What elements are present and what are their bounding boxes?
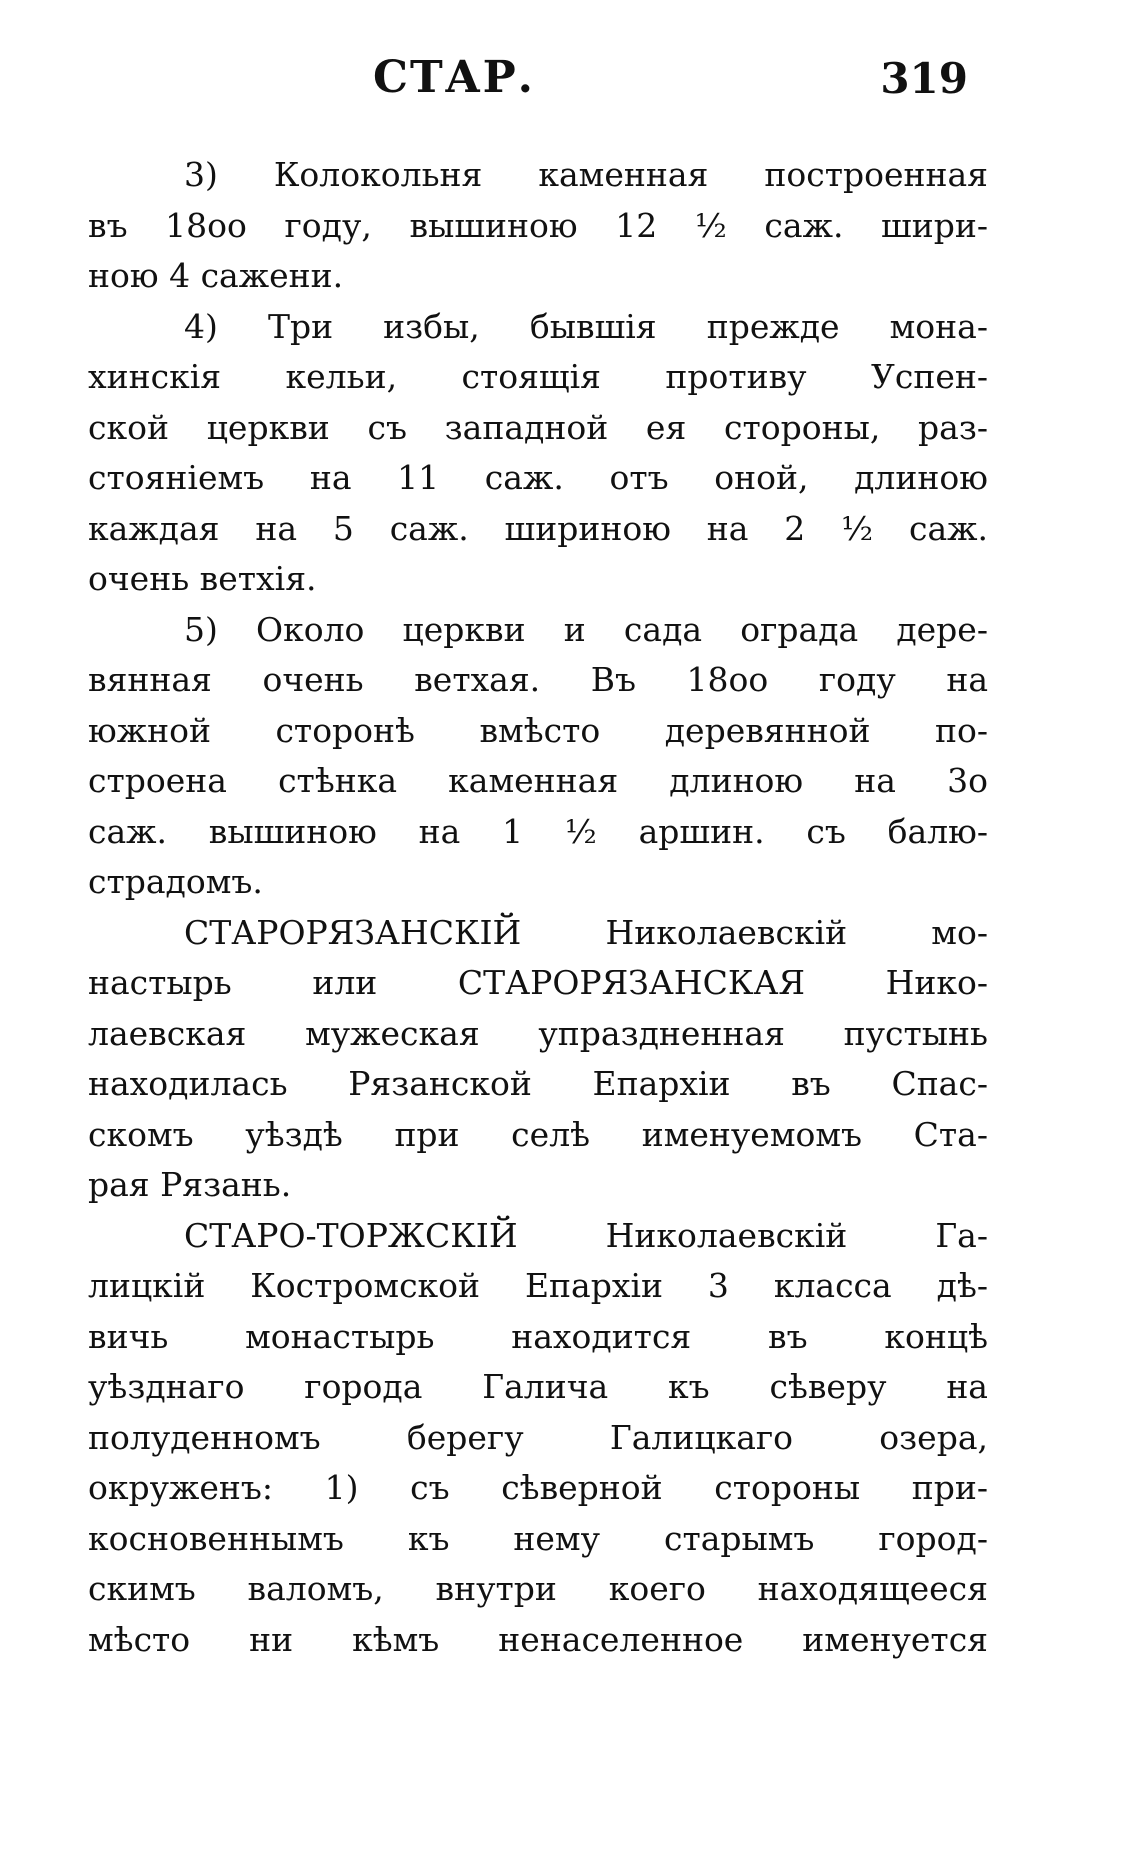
entry-heading-line: СТАРОРЯЗАНСКІЙ Николаевскій мо- [184,912,988,952]
text-line: саж. вышиною на 1 ½ аршин. съ балю- [88,811,988,851]
text-line: мѣсто ни кѣмъ ненаселенное именуется [88,1619,988,1659]
text-line: 4) Три избы, бывшія прежде мона- [184,306,988,346]
text-line: южной сторонѣ вмѣсто деревянной по- [88,710,988,750]
text-line: ною 4 сажени. [88,256,344,295]
text-line: полуденномъ берегу Галицкаго озера, [88,1417,988,1457]
text-line: вянная очень ветхая. Въ 18оо году на [88,660,988,699]
text-line: уѣзднаго города Галича къ сѣверу на [88,1367,988,1406]
running-head [88,52,988,112]
text-line: страдомъ. [88,862,263,901]
text-line: скомъ уѣздѣ при селѣ именуемомъ Стa- [88,1114,988,1154]
body-text [88,150,988,1665]
text-line: вичь монастырь находится въ концѣ [88,1316,988,1356]
entry-heading-line: СТАРО-ТОРЖСКІЙ Николаевскій Га- [184,1215,988,1255]
text-line: строена стѣнка каменная длиною на 3о [88,761,988,800]
text-line: въ 18оо году, вышиною 12 ½ саж. шири- [88,205,988,245]
text-line: 5) Около церкви и сада ограда дере- [184,609,988,649]
text-line: лицкій Костромской Епархіи 3 класса дѣ- [88,1266,988,1305]
text-line: очень ветхія. [88,559,317,598]
text-line: ской церкви съ западной ея стороны, раз- [88,407,988,447]
text-line: находилась Рязанской Епархіи въ Спас- [88,1064,988,1103]
text-line: стояніемъ на 11 саж. отъ оной, длиною [88,458,988,497]
text-line: окруженъ: 1) съ сѣверной стороны при- [88,1468,988,1507]
page-number: 319 [880,54,968,103]
text-line: каждая на 5 саж. шириною на 2 ½ саж. [88,508,988,548]
text-line: 3) Колокольня каменная построенная [184,155,988,194]
running-head-title: СТАР. [373,52,536,103]
text-line: хинскія кельи, стоящія противу Успен- [88,357,988,396]
text-line: рая Рязань. [88,1165,292,1204]
text-line: скимъ валомъ, внутри коего находящееся [88,1569,988,1608]
text-line: лаевская мужеская упраздненная пустынь [88,1013,988,1053]
text-line: настырь или СТАРОРЯЗАНСКАЯ Нико- [88,963,988,1002]
text-line: косновеннымъ къ нему старымъ город- [88,1518,988,1558]
